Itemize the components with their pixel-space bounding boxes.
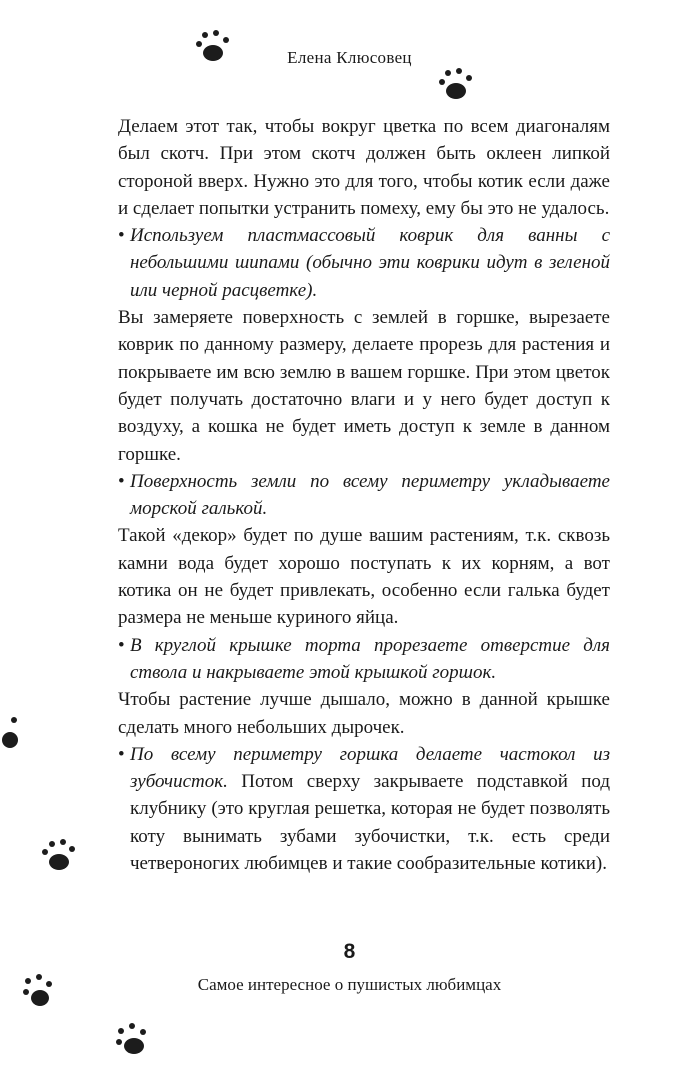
- bullet-item: [118, 468, 610, 523]
- paragraph: Такой «декор» будет по душе вашим растениям, т.к. сквозь камни вода будет хорошо поступать к их корням, а вот котика он не будет привлекать, особенно если галька будет размера не меньше куриного яйца.: [118, 525, 610, 629]
- paragraph: Делаем этот так, чтобы вокруг цветка по всем диагоналям был скотч. При этом скотч должен быть оклеен липкой стороной вверх. Нужно это для того, чтобы котик если даже и сделает попытки устранить помеху, ему бы это не удалось.: [118, 116, 610, 219]
- bullet-item: [118, 741, 610, 877]
- paw-print-icon: [38, 838, 80, 874]
- bullet-item: [118, 222, 610, 304]
- bullet-mark: •: [118, 470, 125, 492]
- paw-print-icon: [192, 28, 234, 64]
- bullet-text: В круглой крышке торта прорезаете отверстие для ствола и накрываете этой крышкой горшок.: [130, 634, 610, 683]
- bullet-text: Поверхность земли по всему периметру укладываете морской галькой.: [130, 470, 610, 520]
- bullet-text-italic: По всему периметру горшка делаете частокол из зубочисток.: [130, 743, 610, 793]
- running-header-author: Елена Клюсовец: [287, 48, 412, 67]
- bullet-text: Используем пластмассовый коврик для ванны с небольшими шипами (обычно эти коврики идут в зеленой или черной расцветке).: [130, 225, 610, 301]
- page-number: 8: [343, 940, 356, 963]
- bullet-mark: •: [118, 743, 125, 765]
- paragraph: Вы замеряете поверхность с землей в горшке, вырезаете коврик по данному размеру, делаете прорезь для растения и покрываете им всю землю в вашем горшке. При этом цветок будет получать достаточно влаги и у него будет доступ к воздуху, а кошка не будет иметь доступ к земле в данном горшке.: [118, 307, 610, 465]
- page-body: [118, 113, 610, 877]
- bullet-text: Потом сверху закрываете подставкой под клубнику (это круглая решетка, которая не будет позволять коту вынимать зубами зубочистки, т.к. есть среди четвероногих любимцев и такие сообразительные котики).: [130, 771, 610, 875]
- paw-print-icon: [0, 712, 22, 754]
- paragraph: Чтобы растение лучше дышало, можно в данной крышке сделать много небольших дырочек.: [118, 689, 610, 738]
- running-footer-title: Самое интересное о пушистых любимцах: [197, 975, 502, 994]
- paw-print-icon: [110, 1020, 154, 1060]
- bullet-mark: •: [118, 634, 125, 656]
- paw-print-icon: [435, 66, 477, 102]
- bullet-item: [118, 632, 610, 687]
- bullet-mark: •: [118, 225, 125, 247]
